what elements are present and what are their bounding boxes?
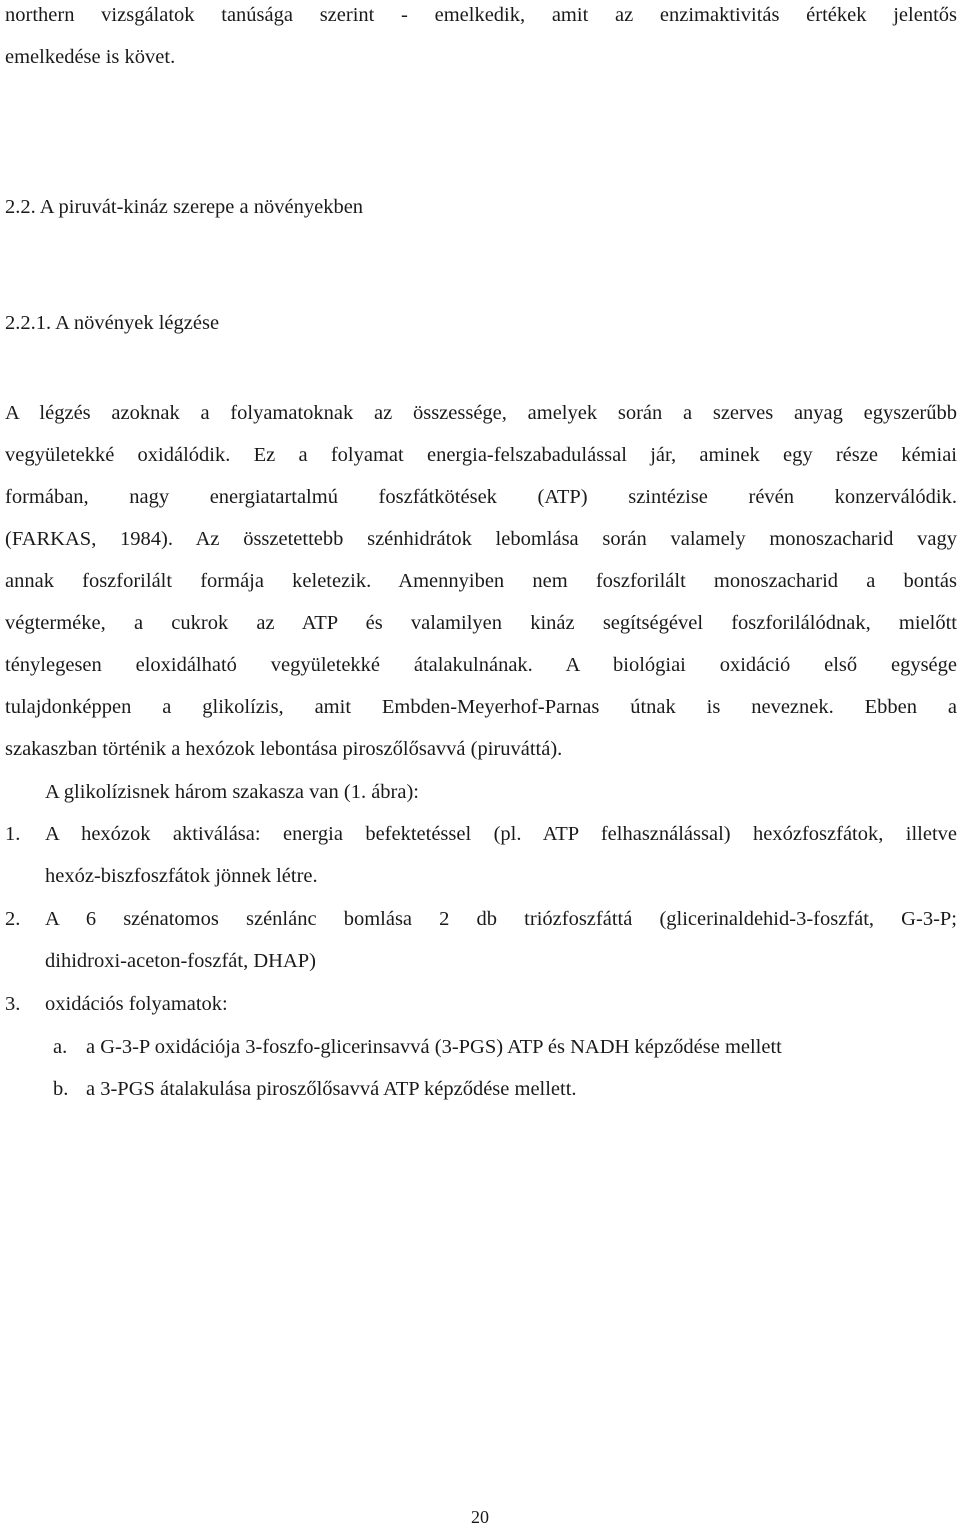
paragraph-line: végterméke, a cukrok az ATP és valamilyen kináz segítségével foszforilálódnak, mielőtt <box>5 612 957 634</box>
list-item-text: A hexózok aktiválása: energia befektetéssel (pl. ATP felhasználással) hexózfoszfátok, illetve <box>45 823 957 845</box>
paragraph-line: vegyületekké oxidálódik. Ez a folyamat energia-felszabadulással jár, aminek egy része kémiai <box>5 444 957 466</box>
paragraph-line: tulajdonképpen a glikolízis, amit Embden-Meyerhof-Parnas útnak is neveznek. Ebben a <box>5 696 957 718</box>
intro-line: northern vizsgálatok tanúsága szerint - emelkedik, amit az enzimaktivitás értékek jelentős <box>5 4 957 26</box>
list-item-number: 3. <box>5 993 21 1015</box>
paragraph-line: formában, nagy energiatartalmú foszfátkötések (ATP) szintézise révén konzerválódik. <box>5 486 957 508</box>
sub-item-text: a G-3-P oxidációja 3-foszfo-glicerinsavvá (3-PGS) ATP és NADH képződése mellett <box>86 1036 782 1058</box>
paragraph-line: A légzés azoknak a folyamatoknak az összessége, amelyek során a szerves anyag egyszerűbb <box>5 402 957 424</box>
section-heading: 2.2. A piruvát-kináz szerepe a növényekben <box>5 196 364 218</box>
list-item-text: oxidációs folyamatok: <box>45 993 228 1015</box>
list-item-text: dihidroxi-aceton-foszfát, DHAP) <box>45 950 316 972</box>
paragraph-line: ténylegesen eloxidálható vegyületekké átalakulnának. A biológiai oxidáció első egysége <box>5 654 957 676</box>
list-item-text: hexóz-biszfoszfátok jönnek létre. <box>45 865 318 887</box>
intro-line: emelkedése is követ. <box>5 46 176 68</box>
sub-item-text: a 3-PGS átalakulása piroszőlősavvá ATP képződése mellett. <box>86 1078 577 1100</box>
paragraph-line: (FARKAS, 1984). Az összetettebb szénhidrátok lebomlása során valamely monoszacharid vagy <box>5 528 957 550</box>
sub-item-letter: b. <box>53 1078 69 1100</box>
list-item-number: 2. <box>5 908 21 930</box>
paragraph-line: szakaszban történik a hexózok lebontása piroszőlősavvá (piruváttá). <box>5 738 563 760</box>
page-number: 20 <box>471 1507 489 1527</box>
sub-item-letter: a. <box>53 1036 68 1058</box>
list-item-number: 1. <box>5 823 21 845</box>
list-intro: A glikolízisnek három szakasza van (1. ábra): <box>45 781 419 803</box>
list-item-text: A 6 szénatomos szénlánc bomlása 2 db triózfoszfáttá (glicerinaldehid-3-foszfát, G-3-P; <box>45 908 957 930</box>
paragraph-line: annak foszforilált formája keletezik. Amennyiben nem foszforilált monoszacharid a bontás <box>5 570 957 592</box>
subsection-heading: 2.2.1. A növények légzése <box>5 312 220 334</box>
